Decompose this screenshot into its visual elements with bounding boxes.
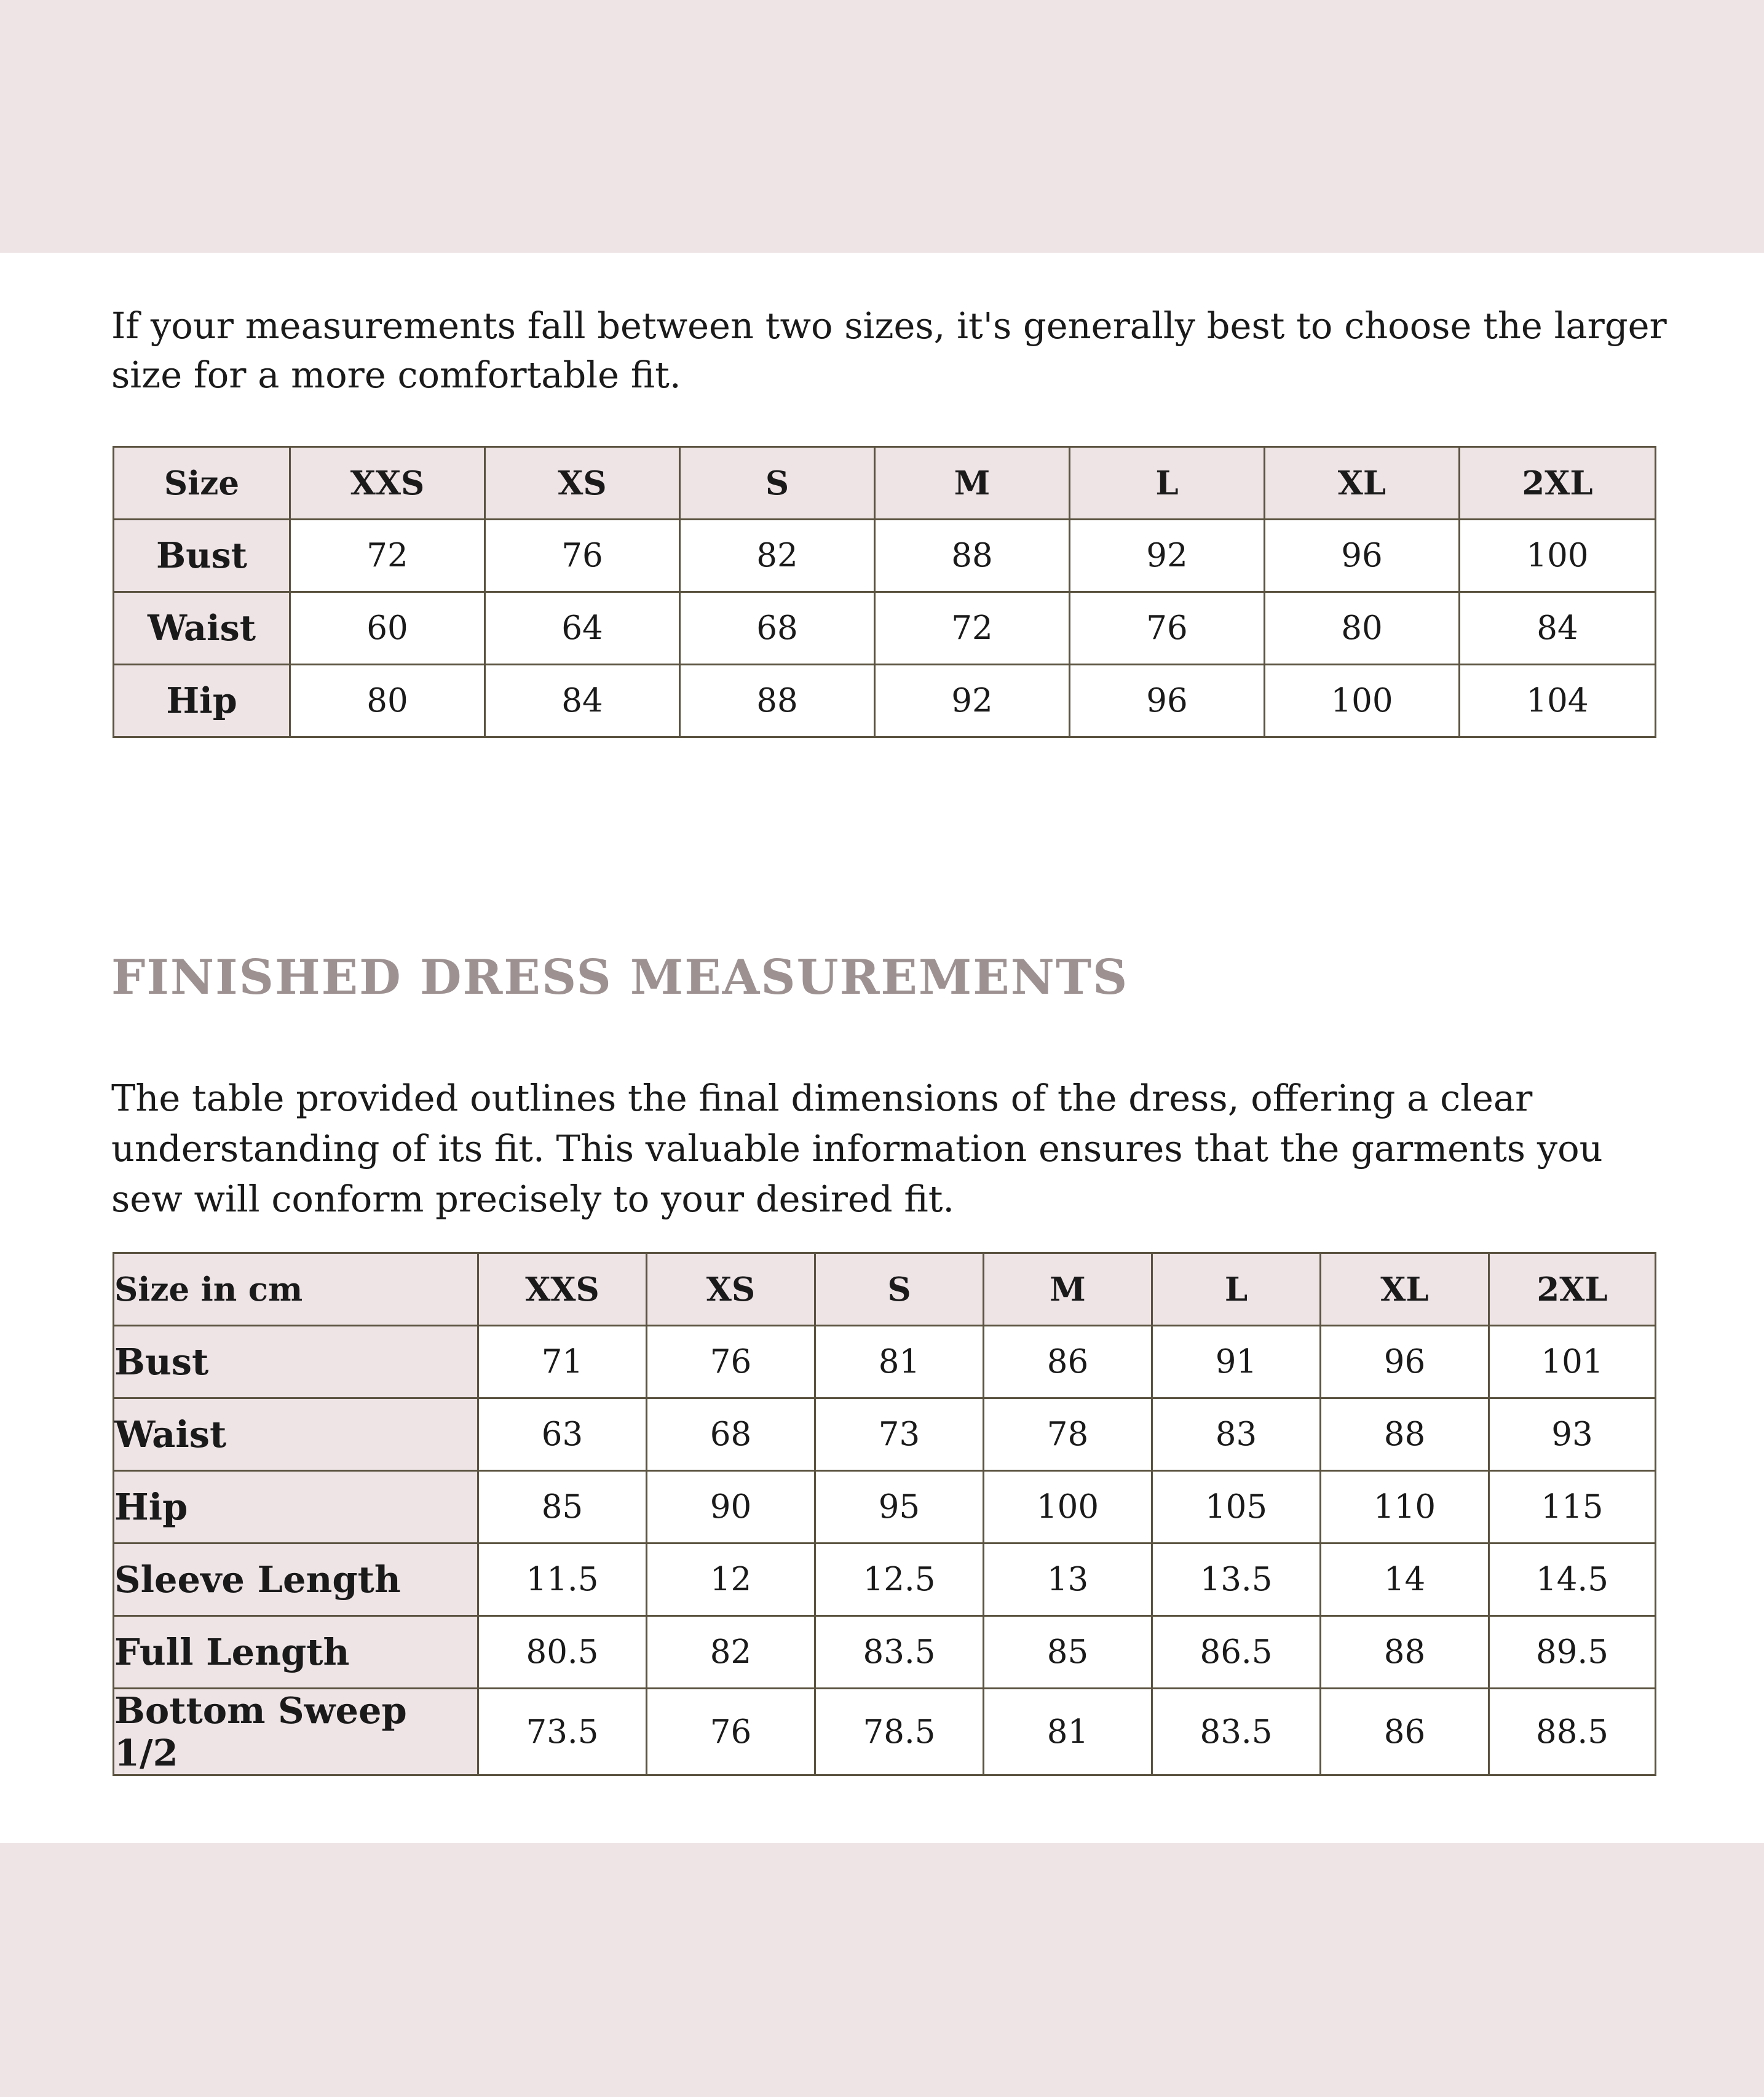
table-cell: 13 xyxy=(984,1544,1152,1616)
header-cell: 2XL xyxy=(1460,447,1656,520)
row-label: Full Length xyxy=(114,1616,478,1689)
table-cell: 80.5 xyxy=(478,1616,647,1689)
table-cell: 13.5 xyxy=(1152,1544,1321,1616)
table-cell: 73 xyxy=(815,1398,984,1471)
table-cell: 96 xyxy=(1070,665,1265,737)
table-cell: 88.5 xyxy=(1489,1689,1656,1775)
table-cell: 14.5 xyxy=(1489,1544,1656,1616)
table-cell: 64 xyxy=(485,592,680,665)
table-cell: 100 xyxy=(984,1471,1152,1544)
header-cell: XXS xyxy=(290,447,485,520)
table-cell: 12 xyxy=(647,1544,815,1616)
intro-paragraph: If your measurements fall between two sizes, it's generally best to choose the larger size for a more comfortable fit. xyxy=(111,304,1667,396)
table-cell: 78.5 xyxy=(815,1689,984,1775)
table-cell: 76 xyxy=(1070,592,1265,665)
table-row xyxy=(114,1398,1656,1471)
header-cell: Size xyxy=(114,447,290,520)
header-cell: L xyxy=(1070,447,1265,520)
table-cell: 68 xyxy=(680,592,875,665)
table-cell: 83 xyxy=(1152,1398,1321,1471)
table-cell: 81 xyxy=(815,1326,984,1398)
row-label: Bust xyxy=(114,1326,478,1398)
header-cell: S xyxy=(815,1253,984,1326)
table-cell: 90 xyxy=(647,1471,815,1544)
header-cell: M xyxy=(875,447,1070,520)
table-cell: 88 xyxy=(680,665,875,737)
table-cell: 92 xyxy=(875,665,1070,737)
table-cell: 89.5 xyxy=(1489,1616,1656,1689)
row-label: Hip xyxy=(114,665,290,737)
row-label: Sleeve Length xyxy=(114,1544,478,1616)
table-cell: 76 xyxy=(647,1326,815,1398)
table-cell: 86.5 xyxy=(1152,1616,1321,1689)
table-cell: 115 xyxy=(1489,1471,1656,1544)
table-header-row xyxy=(114,447,1656,520)
table-cell: 85 xyxy=(478,1471,647,1544)
table-cell: 84 xyxy=(1460,592,1656,665)
table-cell: 86 xyxy=(984,1326,1152,1398)
table-row xyxy=(114,520,1656,592)
body-size-table xyxy=(113,446,1656,738)
header-cell: L xyxy=(1152,1253,1321,1326)
table-cell: 68 xyxy=(647,1398,815,1471)
table-cell: 92 xyxy=(1070,520,1265,592)
finished-measurements-table xyxy=(113,1252,1656,1776)
header-cell: XS xyxy=(647,1253,815,1326)
table-cell: 100 xyxy=(1460,520,1656,592)
table-cell: 73.5 xyxy=(478,1689,647,1775)
table-cell: 71 xyxy=(478,1326,647,1398)
table-cell: 101 xyxy=(1489,1326,1656,1398)
table-cell: 88 xyxy=(1321,1398,1489,1471)
table-cell: 83.5 xyxy=(815,1616,984,1689)
table-cell: 81 xyxy=(984,1689,1152,1775)
table-cell: 72 xyxy=(875,592,1070,665)
row-label: Bust xyxy=(114,520,290,592)
table-row xyxy=(114,665,1656,737)
row-label: Hip xyxy=(114,1471,478,1544)
header-cell: S xyxy=(680,447,875,520)
table-cell: 14 xyxy=(1321,1544,1489,1616)
table-cell: 91 xyxy=(1152,1326,1321,1398)
section-description: The table provided outlines the final dimensions of the dress, offering a clear understanding of its fit. This valuable information ensures that the garments you sew will conform precisely to your desired fit. xyxy=(111,1077,1603,1220)
row-label: Waist xyxy=(114,1398,478,1471)
header-cell: 2XL xyxy=(1489,1253,1656,1326)
table-cell: 93 xyxy=(1489,1398,1656,1471)
section-title: FINISHED DRESS MEASUREMENTS xyxy=(111,949,1129,1005)
table-cell: 100 xyxy=(1265,665,1460,737)
table-cell: 84 xyxy=(485,665,680,737)
table-cell: 60 xyxy=(290,592,485,665)
table-cell: 12.5 xyxy=(815,1544,984,1616)
table-row xyxy=(114,1689,1656,1775)
table-cell: 80 xyxy=(1265,592,1460,665)
table-header-row xyxy=(114,1253,1656,1326)
table-row xyxy=(114,1616,1656,1689)
table-row xyxy=(114,1326,1656,1398)
table-cell: 11.5 xyxy=(478,1544,647,1616)
table-row xyxy=(114,1471,1656,1544)
table-row xyxy=(114,1544,1656,1616)
header-cell: XS xyxy=(485,447,680,520)
table-cell: 96 xyxy=(1265,520,1460,592)
header-cell: XL xyxy=(1321,1253,1489,1326)
table-cell: 95 xyxy=(815,1471,984,1544)
table-cell: 63 xyxy=(478,1398,647,1471)
header-cell: XXS xyxy=(478,1253,647,1326)
table-cell: 83.5 xyxy=(1152,1689,1321,1775)
row-label: Bottom Sweep 1/2 xyxy=(114,1689,478,1775)
table-cell: 80 xyxy=(290,665,485,737)
table-cell: 110 xyxy=(1321,1471,1489,1544)
row-label: Waist xyxy=(114,592,290,665)
header-cell: XL xyxy=(1265,447,1460,520)
table-cell: 82 xyxy=(680,520,875,592)
table-cell: 78 xyxy=(984,1398,1152,1471)
table-cell: 82 xyxy=(647,1616,815,1689)
table-cell: 85 xyxy=(984,1616,1152,1689)
table-cell: 105 xyxy=(1152,1471,1321,1544)
header-cell: M xyxy=(984,1253,1152,1326)
table-cell: 76 xyxy=(647,1689,815,1775)
table-cell: 104 xyxy=(1460,665,1656,737)
table-cell: 76 xyxy=(485,520,680,592)
table-cell: 88 xyxy=(1321,1616,1489,1689)
table-cell: 72 xyxy=(290,520,485,592)
table-cell: 86 xyxy=(1321,1689,1489,1775)
table-row xyxy=(114,592,1656,665)
header-cell: Size in cm xyxy=(114,1253,478,1326)
table-cell: 88 xyxy=(875,520,1070,592)
table-cell: 96 xyxy=(1321,1326,1489,1398)
